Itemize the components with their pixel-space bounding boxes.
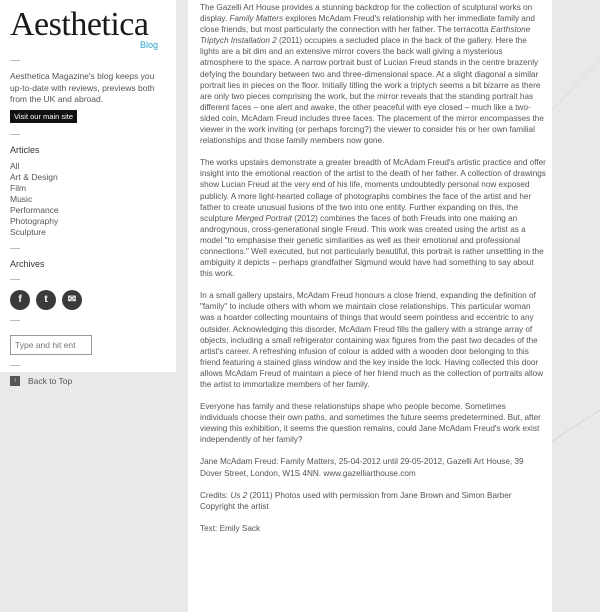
twitter-icon[interactable]: t <box>36 290 56 310</box>
divider <box>10 320 20 321</box>
search-input[interactable] <box>10 335 92 355</box>
site-logo[interactable]: Aesthetica <box>10 6 149 43</box>
email-icon[interactable]: ✉ <box>62 290 82 310</box>
image-credits: Credits: Us 2 (2011) Photos used with permission from Jane Brown and Simon Barber Copyright the artist <box>200 490 512 511</box>
article-body <box>188 0 552 612</box>
visit-main-site-button[interactable]: Visit our main site <box>10 110 77 123</box>
category-link-photography[interactable]: Photography <box>10 215 59 226</box>
category-link-all[interactable]: All <box>10 160 20 171</box>
divider <box>10 248 20 249</box>
site-intro: Aesthetica Magazine's blog keeps you up-to-date with reviews, previews both from the UK and abroad. <box>10 71 155 104</box>
exhibition-details: Jane McAdam Freud: Family Matters, 25-04-2012 until 29-05-2012, Gazelli Art House, 39 Dover Street, London, W1S 4NN. www.gazelliarthouse.com <box>200 457 524 478</box>
archives-heading[interactable]: Archives <box>10 258 45 269</box>
divider <box>10 365 20 366</box>
divider <box>10 60 20 61</box>
sidebar <box>0 0 176 386</box>
category-link-art-design[interactable]: Art & Design <box>10 171 58 182</box>
gallery-website-link[interactable]: www.gazelliarthouse.com <box>323 468 416 478</box>
facebook-icon[interactable]: f <box>10 290 30 310</box>
arrow-up-icon: ↑ <box>10 376 20 386</box>
back-to-top-label: Back to Top <box>28 375 73 386</box>
articles-heading: Articles <box>10 144 40 155</box>
logo-subtitle: Blog <box>139 40 158 50</box>
article-paragraph: Everyone has family and these relationships shape who people become. Sometimes individuals choose their own paths, and sometimes the future seems predetermined. But, after viewing this exhibition, it seems the question remains, could Jane McAdam Freud's work exist independently of her family? <box>200 402 541 445</box>
category-list <box>10 161 166 238</box>
author-credit: Text: Emily Sack <box>200 523 261 533</box>
back-to-top-link[interactable] <box>10 376 166 386</box>
category-link-music[interactable]: Music <box>10 193 33 204</box>
article-paragraph: The Gazelli Art House provides a stunning backdrop for the collection of sculptural works on display. Family Matters explores McAdam Freud's relationship with her immediate family and close friends, but most particularly the connection with her father. The terracotta Earthstone Triptych Installation 2 (2011) occupies a secluded place in the back of the gallery. Here the lights are a bit dim and an extensive mirror covers the back wall giving a mysterious atmosphere to the space. A narrow portrait bust of Lucian Freud stands in the centre brazenly defying the boundary between two and three-dimensional space. At a slight diagonal a similar portrait lies in pieces on the floor. Initially titling the work a triptych seems a bit bizarre as there are only two pieces comprising the work, but the mirror reveals that the standing portrait has different faces – one alert and awake, the other peaceful with eye closed – much like a two-sided coin, McAdam Freud includes three faces. The placement of the mirror encompasses the viewer in the work inviting (or perhaps forcing?) the viewer to consider his or her own familial relationships and those family members now gone. <box>200 3 544 146</box>
category-link-performance[interactable]: Performance <box>10 204 59 215</box>
article-paragraph: The works upstairs demonstrate a greater breadth of McAdam Freud's artistic practice and offer insight into the emotional reaction of the artist to the death of her father. A collection of drawings show Lucian Freud at the very end of his life, moments undoubtedly personal now exposed publicly. A more light-hearted collage of photographs combines the face of the artist and her father to create unusual fusions of the two into one entity. Further expanding on this, the sculpture Merged Portrait (2012) combines the faces of both Freuds into one making an androgynous, cross-generational single Freud. This work was created using the artist as a model "to emphasise their genetic similarities as well as their emotional and professional connections." Well executed, but not particularly beautiful, this portrait is rather unsettling in the ambiguity it depicts – perhaps grandfather Sigmund would have had something to say about this work. <box>200 158 546 279</box>
category-link-film[interactable]: Film <box>10 182 27 193</box>
divider <box>10 134 20 135</box>
divider <box>10 279 20 280</box>
social-links <box>10 290 166 310</box>
article-paragraph: In a small gallery upstairs, McAdam Freud honours a close friend, expanding the definition of "family" to include others with whom we maintain close relationships. This particular woman was a hoarder collecting mountains of things that would seem pointless and eccentric to any outsider. Acknowledging this disorder, McAdam Freud fills the gallery with a strange array of objects, including a small refrigerator containing wax figures from the past two decades of the artist's career. A refreshing infusion of colour is added with a wooden door belonging to this friend featuring a stained glass window and the key inside the lock. Having collected this door allows McAdam Freud of maintain a piece of her friend much as the collection of portraits allow the artist to immortalize members of her family. <box>200 291 544 389</box>
category-link-sculpture[interactable]: Sculpture <box>10 226 46 237</box>
